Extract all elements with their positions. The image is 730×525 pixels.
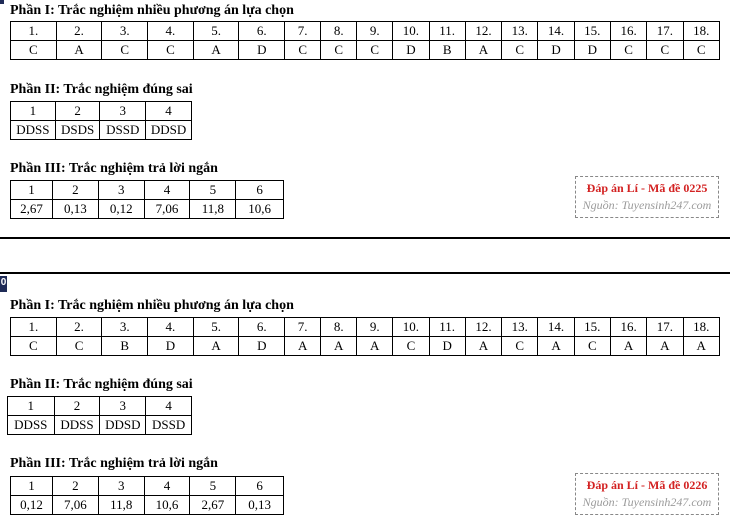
question-number-cell: 2. bbox=[56, 318, 102, 337]
question-number-cell: 6. bbox=[239, 22, 285, 41]
question-number-cell: 1. bbox=[11, 22, 57, 41]
answer-key-stamp bbox=[575, 176, 719, 218]
question-number-cell: 6 bbox=[236, 477, 284, 496]
part3-title: Phần III: Trắc nghiệm trả lời ngắn bbox=[10, 161, 218, 176]
answer-cell: C bbox=[610, 41, 646, 60]
question-number-cell: 16. bbox=[610, 22, 646, 41]
answer-cell: D bbox=[239, 337, 285, 356]
answer-cell: DDSS bbox=[54, 416, 100, 435]
answer-cell: A bbox=[285, 337, 321, 356]
question-number-cell: 3. bbox=[102, 22, 148, 41]
answer-cell: C bbox=[148, 41, 194, 60]
answer-cell: C bbox=[285, 41, 321, 60]
answer-key-stamp bbox=[575, 473, 719, 515]
question-number-cell: 8. bbox=[321, 318, 357, 337]
answer-cell: 0,13 bbox=[53, 200, 99, 219]
question-number-cell: 1 bbox=[11, 181, 53, 200]
question-number-cell: 3 bbox=[100, 397, 146, 416]
answer-cell: DDSD bbox=[146, 121, 192, 140]
part3-table bbox=[10, 180, 284, 219]
question-number-cell: 7. bbox=[285, 318, 321, 337]
answer-row bbox=[11, 496, 284, 515]
answer-row bbox=[11, 337, 720, 356]
answer-cell: C bbox=[357, 41, 393, 60]
answer-cell: 11,8 bbox=[98, 496, 144, 515]
part2-table bbox=[10, 101, 192, 140]
answer-cell: C bbox=[321, 41, 357, 60]
question-number-cell: 4. bbox=[148, 318, 194, 337]
stamp-source: Nguồn: Tuyensinh247.com bbox=[582, 495, 712, 509]
answer-cell: D bbox=[393, 41, 429, 60]
answer-cell: B bbox=[429, 41, 465, 60]
part3-table bbox=[10, 476, 284, 515]
part1-table bbox=[10, 317, 720, 356]
question-number-cell: 15. bbox=[574, 22, 610, 41]
answer-cell: DDSD bbox=[100, 416, 146, 435]
answer-cell: 2,67 bbox=[11, 200, 53, 219]
section-divider bbox=[0, 237, 730, 239]
question-number-cell: 4 bbox=[144, 477, 190, 496]
answer-cell: C bbox=[502, 337, 538, 356]
question-number-cell: 7. bbox=[285, 22, 321, 41]
answer-cell: D bbox=[148, 337, 194, 356]
answer-cell: 11,8 bbox=[190, 200, 236, 219]
answer-cell: A bbox=[193, 337, 239, 356]
part2-title: Phần II: Trắc nghiệm đúng sai bbox=[10, 377, 193, 392]
answer-cell: A bbox=[193, 41, 239, 60]
answer-cell: D bbox=[574, 41, 610, 60]
header-row bbox=[8, 397, 192, 416]
question-number-cell: 2 bbox=[53, 477, 99, 496]
header-row bbox=[11, 102, 192, 121]
part2-table bbox=[7, 396, 192, 435]
question-number-cell: 18. bbox=[683, 22, 720, 41]
answer-cell: 10,6 bbox=[144, 496, 190, 515]
question-number-cell: 4 bbox=[146, 102, 192, 121]
answer-cell: DSSD bbox=[146, 416, 192, 435]
question-number-cell: 6 bbox=[236, 181, 284, 200]
question-number-cell: 3 bbox=[100, 102, 146, 121]
answer-cell: DSSD bbox=[100, 121, 146, 140]
question-number-cell: 4 bbox=[146, 397, 192, 416]
answer-row bbox=[8, 416, 192, 435]
answer-cell: A bbox=[647, 337, 683, 356]
answer-cell: A bbox=[683, 337, 720, 356]
answer-cell: A bbox=[321, 337, 357, 356]
question-number-cell: 18. bbox=[683, 318, 720, 337]
stamp-source: Nguồn: Tuyensinh247.com bbox=[582, 198, 712, 212]
answer-cell: C bbox=[102, 41, 148, 60]
question-number-cell: 12. bbox=[465, 22, 501, 41]
answer-cell: 0,13 bbox=[236, 496, 284, 515]
question-number-cell: 9. bbox=[357, 22, 393, 41]
question-number-cell: 5 bbox=[190, 477, 236, 496]
part2-title: Phần II: Trắc nghiệm đúng sai bbox=[10, 82, 193, 97]
question-number-cell: 17. bbox=[647, 318, 683, 337]
answer-cell: C bbox=[574, 337, 610, 356]
question-number-cell: 2 bbox=[54, 397, 100, 416]
question-number-cell: 1 bbox=[11, 477, 53, 496]
question-number-cell: 14. bbox=[538, 22, 574, 41]
answer-cell: C bbox=[11, 337, 57, 356]
question-number-cell: 2 bbox=[53, 181, 99, 200]
question-number-cell: 11. bbox=[429, 318, 465, 337]
question-number-cell: 3 bbox=[98, 477, 144, 496]
section-divider bbox=[0, 272, 730, 274]
question-number-cell: 6. bbox=[239, 318, 285, 337]
question-number-cell: 17. bbox=[647, 22, 683, 41]
answer-cell: A bbox=[357, 337, 393, 356]
answer-cell: 2,67 bbox=[190, 496, 236, 515]
corner-marker bbox=[0, 0, 4, 4]
question-number-cell: 9. bbox=[357, 318, 393, 337]
question-number-cell: 8. bbox=[321, 22, 357, 41]
header-row bbox=[11, 318, 720, 337]
question-number-cell: 12. bbox=[465, 318, 501, 337]
header-row bbox=[11, 181, 284, 200]
question-number-cell: 2 bbox=[55, 102, 100, 121]
answer-row bbox=[11, 200, 284, 219]
question-number-cell: 1 bbox=[8, 397, 55, 416]
question-number-cell: 10. bbox=[393, 22, 429, 41]
question-number-cell: 1. bbox=[11, 318, 57, 337]
header-row bbox=[11, 22, 720, 41]
question-number-cell: 2. bbox=[56, 22, 102, 41]
question-number-cell: 3 bbox=[98, 181, 144, 200]
question-number-cell: 5. bbox=[193, 318, 239, 337]
answer-row bbox=[11, 121, 192, 140]
answer-cell: C bbox=[502, 41, 538, 60]
answer-row bbox=[11, 41, 720, 60]
question-number-cell: 11. bbox=[429, 22, 465, 41]
stamp-title: Đáp án Lí - Mã đề 0225 bbox=[586, 181, 708, 195]
answer-cell: A bbox=[56, 41, 102, 60]
answer-cell: A bbox=[538, 337, 574, 356]
section-marker: 0 bbox=[0, 276, 7, 292]
part1-table bbox=[10, 21, 720, 60]
answer-cell: A bbox=[610, 337, 646, 356]
answer-cell: C bbox=[683, 41, 720, 60]
answer-cell: D bbox=[429, 337, 465, 356]
question-number-cell: 4 bbox=[144, 181, 190, 200]
question-number-cell: 10. bbox=[393, 318, 429, 337]
answer-cell: DDSS bbox=[11, 121, 56, 140]
answer-cell: C bbox=[56, 337, 102, 356]
question-number-cell: 3. bbox=[102, 318, 148, 337]
question-number-cell: 1 bbox=[11, 102, 56, 121]
part1-title: Phần I: Trắc nghiệm nhiều phương án lựa chọn bbox=[10, 3, 294, 18]
answer-cell: C bbox=[647, 41, 683, 60]
question-number-cell: 13. bbox=[502, 318, 538, 337]
answer-cell: 7,06 bbox=[53, 496, 99, 515]
answer-cell: 0,12 bbox=[11, 496, 53, 515]
answer-cell: D bbox=[239, 41, 285, 60]
answer-cell: DSDS bbox=[55, 121, 100, 140]
answer-cell: DDSS bbox=[8, 416, 55, 435]
question-number-cell: 13. bbox=[502, 22, 538, 41]
part1-title: Phần I: Trắc nghiệm nhiều phương án lựa chọn bbox=[10, 298, 294, 313]
question-number-cell: 5. bbox=[193, 22, 239, 41]
answer-cell: C bbox=[393, 337, 429, 356]
answer-cell: D bbox=[538, 41, 574, 60]
answer-cell: C bbox=[11, 41, 57, 60]
question-number-cell: 14. bbox=[538, 318, 574, 337]
answer-cell: A bbox=[465, 337, 501, 356]
answer-cell: 0,12 bbox=[98, 200, 144, 219]
stamp-title: Đáp án Lí - Mã đề 0226 bbox=[586, 478, 708, 492]
part3-title: Phần III: Trắc nghiệm trả lời ngắn bbox=[10, 456, 218, 471]
answer-cell: 10,6 bbox=[236, 200, 284, 219]
answer-cell: A bbox=[465, 41, 501, 60]
question-number-cell: 5 bbox=[190, 181, 236, 200]
answer-cell: 7,06 bbox=[144, 200, 190, 219]
question-number-cell: 4. bbox=[148, 22, 194, 41]
question-number-cell: 15. bbox=[574, 318, 610, 337]
answer-cell: B bbox=[102, 337, 148, 356]
header-row bbox=[11, 477, 284, 496]
question-number-cell: 16. bbox=[610, 318, 646, 337]
